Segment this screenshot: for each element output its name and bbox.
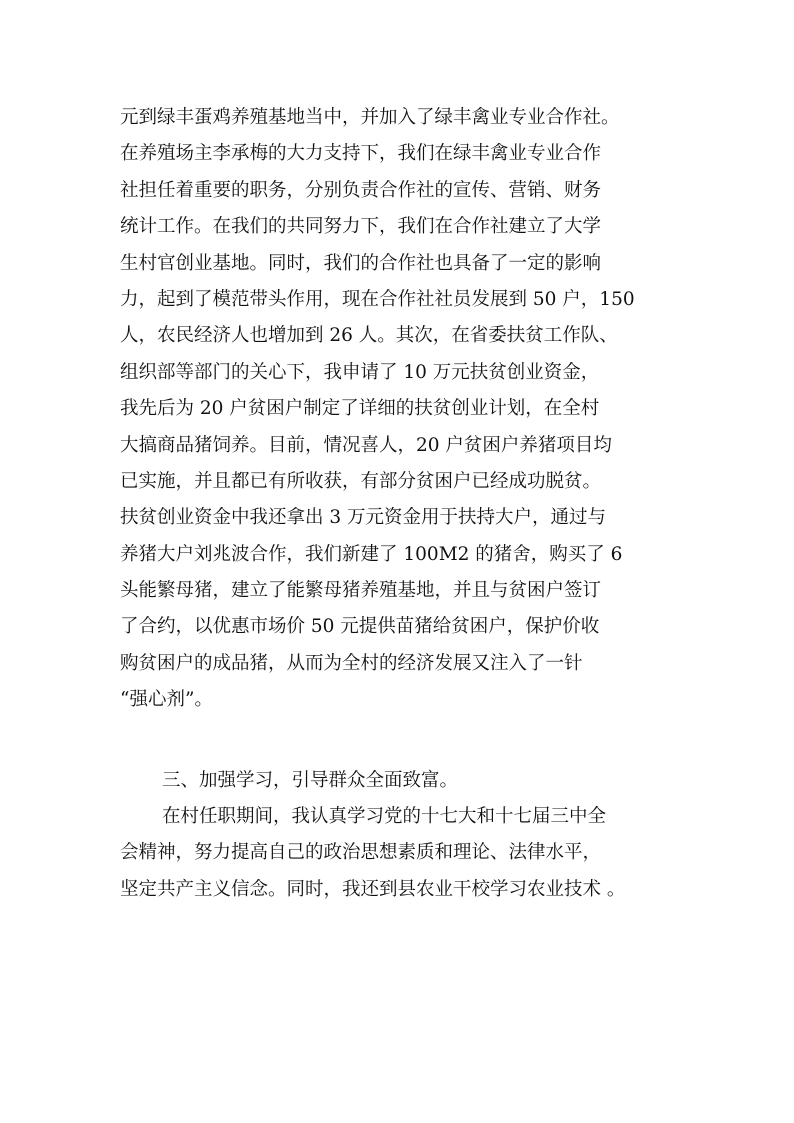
paragraph-line: 我先后为 20 户贫困户制定了详细的扶贫创业计划，在全村 xyxy=(120,398,600,420)
paragraph-line: 了合约，以优惠市场价 50 元提供苗猪给贫困户，保护价收 xyxy=(120,616,600,638)
paragraph-line: 在村任职期间，我认真学习党的十七大和十七届三中全 xyxy=(162,806,607,828)
paragraph-line: 元到绿丰蛋鸡养殖基地当中，并加入了绿丰禽业专业合作社。 xyxy=(120,107,620,128)
paragraph-line: 人，农民经济人也增加到 26 人。其次，在省委扶贫工作队、 xyxy=(120,325,618,347)
paragraph-line: 会精神，努力提高自己的政治思想素质和理论、法律水平， xyxy=(120,842,602,864)
paragraph-spacer xyxy=(120,719,700,763)
paragraph-line: 养猪大户刘兆波合作，我们新建了 100M2 的猪舍，购买了 6 xyxy=(120,543,623,565)
paragraph-line: 大搞商品猪饲养。目前，情况喜人，20 户贫困户养猪项目均 xyxy=(120,434,612,456)
document-body xyxy=(120,100,700,908)
paragraph-line: 生村官创业基地。同时，我们的合作社也具备了一定的影响 xyxy=(120,252,602,274)
paragraph-line: 社担任着重要的职务，分别负责合作社的宣传、营销、财务 xyxy=(120,179,602,201)
paragraph-line: 在养殖场主李承梅的大力支持下，我们在绿丰禽业专业合作 xyxy=(120,143,602,165)
paragraph-line: 购贫困户的成品猪，从而为全村的经济发展又注入了一针 xyxy=(120,652,583,674)
paragraph-line: 坚定共产主义信念。同时，我还到县农业干校学习农业技术 。 xyxy=(120,878,626,900)
paragraph-line: 扶贫创业资金中我还拿出 3 万元资金用于扶持大户，通过与 xyxy=(120,507,607,529)
paragraph-line: 组织部等部门的关心下，我申请了 10 万元扶贫创业资金， xyxy=(120,361,600,383)
paragraph-line: 头能繁母猪，建立了能繁母猪养殖基地，并且与贫困户签订 xyxy=(120,580,602,602)
paragraph-line: “强心剂”。 xyxy=(120,689,213,711)
paragraph-line: 统计工作。在我们的共同努力下，我们在合作社建立了大学 xyxy=(120,216,602,238)
paragraph-line: 力，起到了模范带头作用，现在合作社社员发展到 50 户，150 xyxy=(120,288,635,310)
section-heading: 三、加强学习，引导群众全面致富。 xyxy=(162,769,459,791)
paragraph-line: 已实施，并且都已有所收获，有部分贫困户已经成功脱贫。 xyxy=(120,470,602,492)
